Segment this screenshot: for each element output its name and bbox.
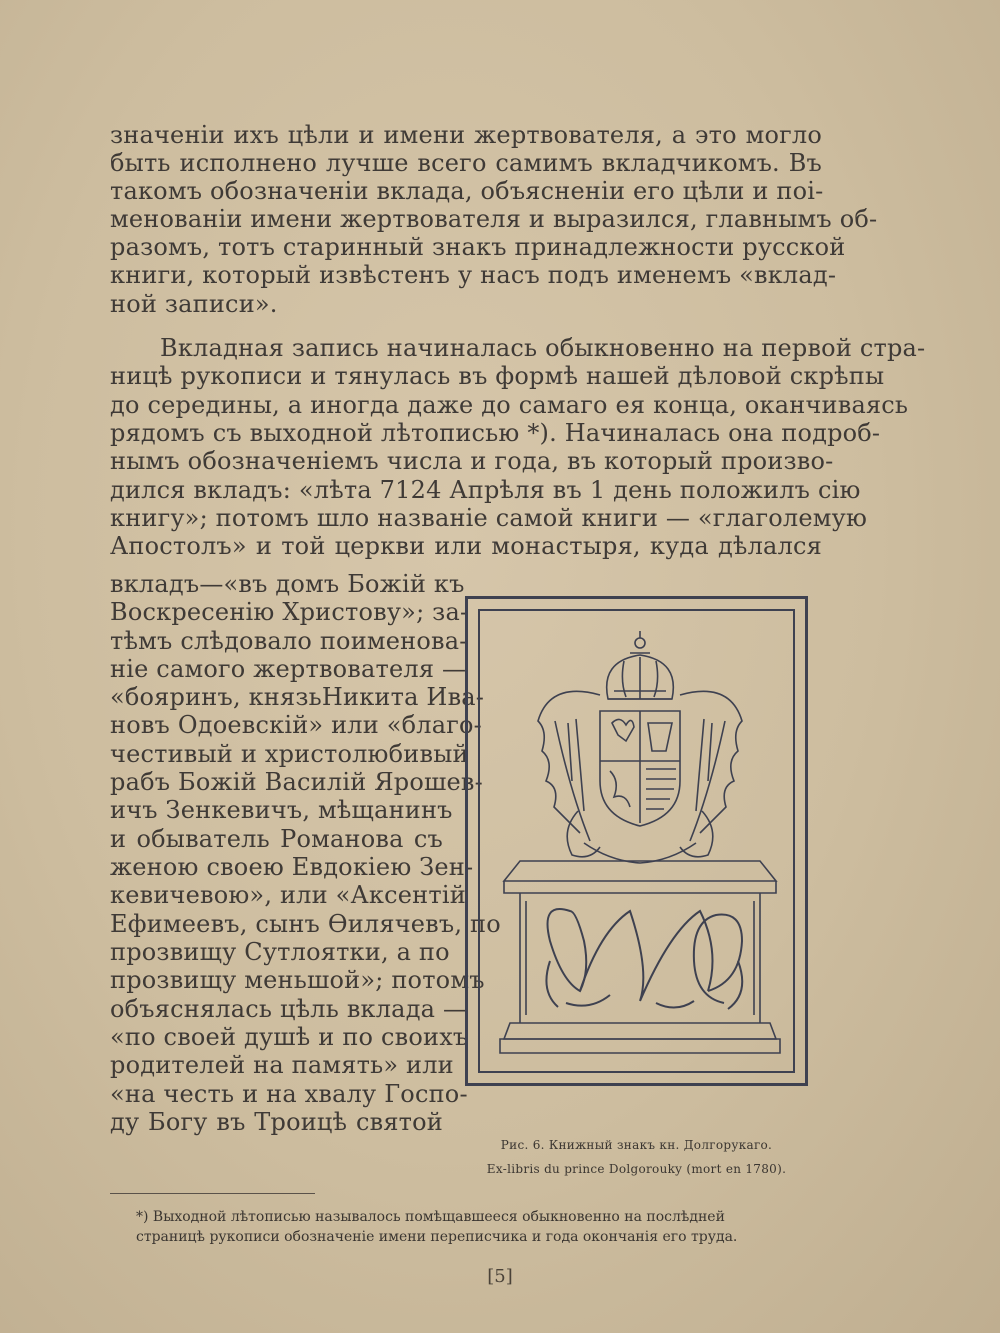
text-line: ду Богу въ Троицѣ святой [110,1108,443,1136]
pedestal-icon [500,861,780,1053]
footnote-line: страницѣ рукописи обозначенiе имени переписчика и года окончанiя его труда. [136,1229,738,1245]
text-line: Апостолъ» и той церкви или монастыря, куда дѣлался [110,532,822,560]
figure-caption-fr: Ex-libris du prince Dolgorouky (mort en 1780). [486,1162,787,1176]
text-line: и обыватель Романова съ [110,825,443,853]
text-line: тѣмъ слѣдовало поименова- [110,627,468,655]
text-line: женою своею Евдокiею Зен- [110,853,474,881]
text-line: объяснялась цѣль вклада — [110,995,468,1023]
text-line: вкладъ—«въ домъ Божiй къ [110,570,465,598]
text-line: кевичевою», или «Аксентiй [110,881,466,909]
text-line: прозвищу Сутлоятки, а по [110,938,450,966]
text-line: «по своей душѣ и по своихъ [110,1023,469,1051]
text-line: ницѣ рукописи и тянулась въ формѣ нашей дѣловой скрѣпы [110,362,885,390]
crown-icon [607,631,674,699]
bookplate-inner-frame [478,609,795,1073]
text-line: ичъ Зенкевичъ, мѣщанинъ [110,796,453,824]
page-number: [5] [487,1266,513,1287]
footnote-divider [110,1193,315,1194]
text-line: менованiи имени жертвователя и выразился, главнымъ об- [110,205,878,233]
text-line: Вкладная запись начиналась обыкновенно на первой стра- [160,334,926,362]
footnote-line: *) Выходной лѣтописью называлось помѣщавшееся обыкновенно на послѣдней [136,1209,725,1225]
text-line: значенiи ихъ цѣли и имени жертвователя, а это могло [110,121,822,149]
text-line: такомъ обозначенiи вклада, объясненiи его цѣли и поi- [110,177,824,205]
figure-caption-ru: Рис. 6. Книжный знакъ кн. Долгорукаго. [500,1138,773,1152]
text-line: книгу»; потомъ шло названiе самой книги — «глаголемую [110,504,868,532]
text-line: рядомъ съ выходной лѣтописью *). Начиналась она подроб- [110,419,881,447]
text-line: дился вкладъ: «лѣта 7124 Апрѣля въ 1 день положилъ сiю [110,476,861,504]
text-line: родителей на память» или [110,1051,454,1079]
text-line: нымъ обозначенiемъ числа и года, въ который произво- [110,447,834,475]
text-line: книги, который извѣстенъ у насъ подъ именемъ «вклад- [110,261,837,289]
text-line: разомъ, тотъ старинный знакъ принадлежности русской [110,233,846,261]
text-line: Воскресенiю Христову»; за- [110,598,469,626]
monogram-icon [546,909,742,1009]
bookplate-illustration [480,611,799,1077]
text-line: Ефимеевъ, сынъ Ѳилячевъ, по [110,910,501,938]
bookplate-figure [465,596,808,1086]
text-line: прозвищу меньшой»; потомъ [110,966,485,994]
text-line: честивый и христолюбивый [110,740,469,768]
coat-of-arms-icon [600,711,680,826]
text-line: до середины, а иногда даже до самаго ея конца, оканчиваясь [110,391,909,419]
text-line: новъ Одоевскiй» или «благо- [110,711,482,739]
text-line: нiе самого жертвователя — [110,655,467,683]
text-line: «на честь и на хвалу Госпо- [110,1080,468,1108]
text-line: «бояринъ, князьНикита Ива- [110,683,485,711]
text-line: рабъ Божiй Василiй Ярошев- [110,768,483,796]
text-line: ной записи». [110,290,278,318]
text-line: быть исполнено лучше всего самимъ вкладчикомъ. Въ [110,149,822,177]
